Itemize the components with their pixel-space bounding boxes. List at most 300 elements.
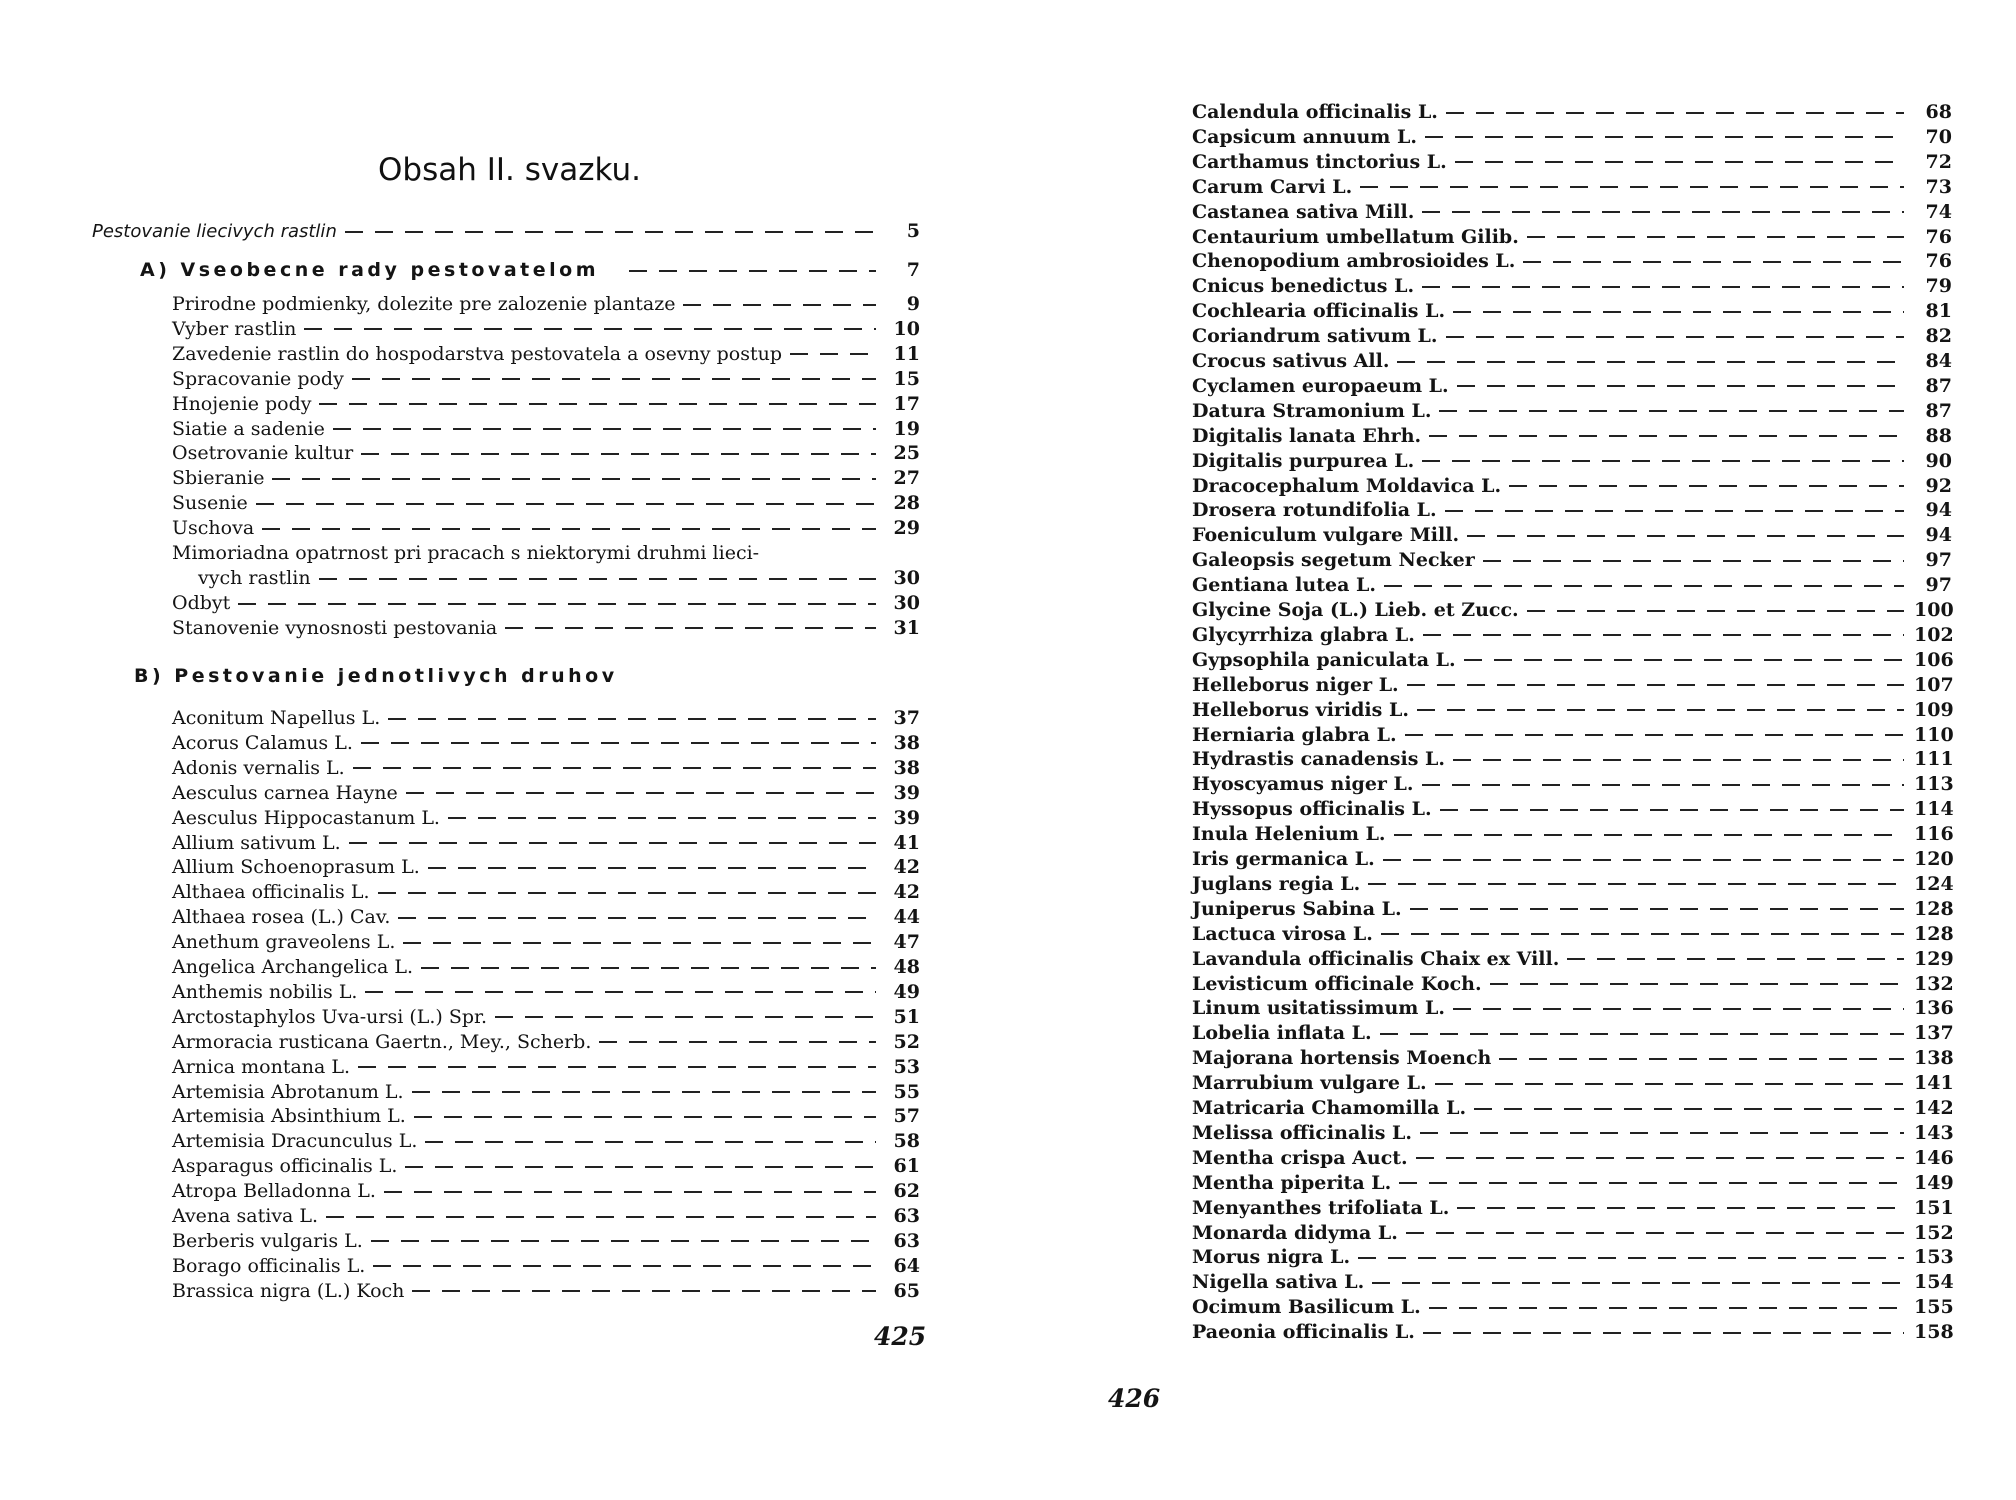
leader-dashes (1422, 460, 1904, 462)
toc-entry-label: Datura Stramonium L. (1192, 399, 1432, 422)
toc-entry (1192, 797, 1952, 822)
toc-entry (172, 317, 920, 342)
toc-entry-label: Majorana hortensis Moench (1192, 1047, 1492, 1070)
toc-entry-page: 41 (893, 831, 920, 854)
leader-dashes (1383, 859, 1904, 861)
toc-entry-label: Paeonia officinalis L. (1192, 1321, 1415, 1344)
toc-entry-page: 116 (1914, 823, 1954, 846)
toc-entry-label: Levisticum officinale Koch. (1192, 972, 1482, 995)
leader-dashes (495, 1016, 876, 1018)
toc-entry-label: Brassica nigra (L.) Koch (172, 1279, 405, 1302)
toc-entry-page: 128 (1914, 922, 1954, 945)
toc-entry-page: 97 (1925, 574, 1952, 597)
toc-entry-label: Odbyt (172, 592, 231, 614)
toc-entry (172, 1129, 920, 1154)
toc-entry-label: Coriandrum sativum L. (1192, 325, 1438, 348)
toc-entry-label: Pestovanie liecivych rastlin (92, 221, 337, 242)
toc-entry-page: 114 (1914, 798, 1954, 821)
toc-entry-page: 17 (893, 392, 920, 415)
toc-entry-label: Borago officinalis L. (172, 1254, 366, 1277)
leader-dashes (371, 1240, 876, 1242)
leader-dashes (1423, 634, 1904, 636)
toc-entry (1192, 523, 1952, 548)
toc-entry (1192, 175, 1952, 200)
toc-entry-label: Monarda didyma L. (1192, 1221, 1398, 1244)
leader-dashes (256, 503, 876, 505)
leader-dashes (1467, 535, 1904, 537)
toc-entry-page: 76 (1925, 225, 1952, 248)
toc-entry-page: 87 (1925, 374, 1952, 397)
toc-entry-page: 141 (1914, 1072, 1954, 1095)
toc-entry (1192, 399, 1952, 424)
toc-entry-label: Centaurium umbellatum Gilib. (1192, 225, 1519, 248)
toc-entry-page: 142 (1914, 1097, 1954, 1119)
toc-entry-page: 70 (1925, 125, 1952, 148)
leader-dashes (1423, 1332, 1904, 1334)
toc-entry-page: 100 (1914, 599, 1954, 621)
toc-entry (1192, 996, 1952, 1021)
toc-entry (172, 831, 920, 856)
toc-entry (172, 781, 920, 806)
toc-entry-label: Berberis vulgaris L. (172, 1229, 363, 1252)
leader-dashes (333, 428, 876, 430)
leader-dashes (1435, 1083, 1904, 1085)
leader-dashes (1445, 510, 1904, 512)
leader-dashes (345, 231, 876, 233)
toc-entry (1192, 698, 1952, 723)
toc-entry-label: Juniperus Sabina L. (1192, 897, 1402, 920)
section-a-page: 7 (906, 259, 920, 281)
toc-entry (172, 980, 920, 1005)
toc-entry-label: Arnica montana L. (172, 1055, 351, 1078)
toc-entry-label: Allium Schoenoprasum L. (172, 856, 420, 879)
toc-entry (1192, 1071, 1952, 1096)
toc-entry-page: 94 (1925, 524, 1952, 547)
toc-entry (172, 905, 920, 930)
leader-dashes (361, 453, 876, 455)
toc-entry (1192, 1171, 1952, 1196)
toc-entry-label: Dracocephalum Moldavica L. (1192, 474, 1502, 497)
toc-entry-page: 29 (893, 517, 920, 540)
toc-entry-label: Helleborus viridis L. (1192, 698, 1409, 721)
toc-entry-page: 111 (1914, 748, 1954, 771)
toc-entry (1192, 872, 1952, 897)
toc-entry (1192, 1146, 1952, 1171)
leader-dashes (1527, 236, 1904, 238)
toc-entry (1192, 274, 1952, 299)
leader-dashes (238, 603, 876, 605)
toc-entry-label: Carum Carvi L. (1192, 175, 1353, 198)
toc-entry-page: 107 (1914, 673, 1954, 696)
toc-entry (172, 292, 920, 317)
toc-entry-page: 154 (1914, 1271, 1954, 1294)
toc-entry-page: 10 (893, 317, 920, 340)
leader-dashes (1446, 336, 1904, 338)
toc-entry-page: 61 (893, 1155, 920, 1178)
toc-entry-page: 64 (893, 1254, 920, 1277)
toc-entry-label: Aesculus Hippocastanum L. (172, 806, 440, 829)
toc-entry-label: Glycyrrhiza glabra L. (1192, 623, 1415, 646)
leader-dashes (1439, 410, 1904, 412)
toc-entry-label: Avena sativa L. (172, 1205, 319, 1227)
leader-dashes (1422, 286, 1904, 288)
section-b-label: B) Pestovanie jednotlivych druhov (134, 665, 618, 687)
toc-entry (1192, 747, 1952, 772)
toc-entry-label: Matricaria Chamomilla L. (1192, 1097, 1467, 1119)
page-title: Obsah II. svazku. (378, 152, 641, 188)
toc-entry-page: 73 (1925, 175, 1952, 198)
toc-entry-page: 52 (893, 1030, 920, 1053)
leader-dashes (1422, 784, 1904, 786)
leader-dashes (319, 578, 876, 580)
toc-entry-page: 136 (1914, 997, 1954, 1020)
toc-entry-page: 9 (906, 293, 920, 315)
toc-entry (1192, 972, 1952, 997)
leader-dashes (1464, 659, 1904, 661)
toc-entry-label: Armoracia rusticana Gaertn., Mey., Scherb. (172, 1030, 592, 1053)
toc-entry-label: Lactuca virosa L. (1192, 922, 1373, 945)
toc-entry (1192, 1196, 1952, 1221)
toc-entry (1192, 648, 1952, 673)
leader-dashes (1407, 684, 1904, 686)
toc-entry-label: Atropa Belladonna L. (172, 1180, 376, 1203)
toc-entry (1192, 897, 1952, 922)
leader-dashes (403, 942, 876, 944)
toc-entry-label: Marrubium vulgare L. (1192, 1072, 1427, 1095)
toc-entry (1192, 947, 1952, 972)
toc-entry-label: Glycine Soja (L.) Lieb. et Zucc. (1192, 599, 1519, 621)
toc-entry-page: 15 (893, 367, 920, 390)
toc-entry (1192, 623, 1952, 648)
leader-dashes (1380, 1033, 1904, 1035)
leader-dashes (1457, 1207, 1904, 1209)
toc-entry-page: 120 (1914, 848, 1954, 870)
toc-entry-page: 31 (893, 616, 920, 639)
leader-dashes (1509, 485, 1904, 487)
toc-entry (1192, 374, 1952, 399)
toc-entry-page: 68 (1925, 101, 1952, 123)
toc-entry (172, 1005, 920, 1030)
toc-entry (172, 1154, 920, 1179)
toc-entry-page: 25 (893, 442, 920, 465)
toc-entry (172, 466, 920, 491)
toc-entry (1192, 1245, 1952, 1270)
toc-entry-label: Digitalis purpurea L. (1192, 449, 1415, 472)
leader-dashes (1425, 136, 1904, 138)
leader-dashes (349, 842, 876, 844)
toc-entry-page: 113 (1914, 773, 1954, 796)
toc-entry-label: Acorus Calamus L. (172, 731, 353, 754)
toc-entry (172, 880, 920, 905)
toc-entry-page: 44 (893, 906, 920, 929)
toc-entry-label: Morus nigra L. (1192, 1246, 1351, 1269)
toc-entry-page: 138 (1914, 1047, 1954, 1070)
toc-entry (172, 417, 920, 442)
toc-entry-page: 132 (1914, 972, 1954, 995)
toc-entry-label: Inula Helenium L. (1192, 823, 1386, 846)
toc-entry (172, 591, 920, 616)
toc-entry (1192, 1121, 1952, 1146)
leader-dashes (1453, 1008, 1904, 1010)
toc-entry (172, 616, 920, 641)
toc-entry (1192, 1270, 1952, 1295)
toc-entry-label: Hyoscyamus niger L. (1192, 773, 1414, 796)
toc-entry-page: 76 (1925, 250, 1952, 273)
leader-dashes (629, 270, 876, 272)
toc-entry-label: Hydrastis canadensis L. (1192, 748, 1445, 771)
leader-dashes (1384, 585, 1904, 587)
toc-entry-label: Ocimum Basilicum L. (1192, 1296, 1421, 1319)
leader-dashes (405, 1166, 876, 1168)
leader-dashes (304, 328, 876, 330)
toc-entry (1192, 772, 1952, 797)
toc-entry (172, 955, 920, 980)
toc-entry-label: Galeopsis segetum Necker (1192, 549, 1475, 572)
leader-dashes (1405, 734, 1904, 736)
toc-entry (1192, 723, 1952, 748)
leader-dashes (683, 304, 876, 306)
toc-entry-page: 63 (893, 1205, 920, 1227)
leader-dashes (1453, 311, 1904, 313)
leader-dashes (326, 1216, 876, 1218)
toc-entry (1192, 1046, 1952, 1071)
leader-dashes (384, 1191, 876, 1193)
toc-entry (1192, 498, 1952, 523)
toc-entry-page: 84 (1925, 350, 1952, 372)
leader-dashes (790, 353, 876, 355)
toc-entry-intro (92, 219, 920, 244)
leader-dashes (1406, 1232, 1904, 1234)
toc-entry (1192, 474, 1952, 499)
toc-entry (1192, 1320, 1952, 1345)
toc-entry-label: Hnojenie pody (172, 392, 312, 415)
toc-entry-page: 30 (893, 592, 920, 614)
toc-entry-label: Althaea officinalis L. (172, 881, 370, 904)
toc-entry (1192, 225, 1952, 250)
leader-dashes (378, 892, 876, 894)
toc-entry (172, 1279, 920, 1304)
toc-entry-page: 158 (1914, 1321, 1954, 1344)
leader-dashes (352, 378, 876, 380)
leader-dashes (272, 478, 876, 480)
toc-entry-label: Lavandula officinalis Chaix ex Vill. (1192, 947, 1560, 970)
right-page (1008, 0, 2016, 1500)
toc-entry-label: Zavedenie rastlin do hospodarstva pestovatela a osevny postup (172, 342, 783, 365)
toc-entry-page: 146 (1914, 1146, 1954, 1169)
leader-dashes (1381, 933, 1904, 935)
toc-entry-page: 53 (893, 1055, 920, 1078)
toc-entry-label: Linum usitatissimum L. (1192, 997, 1445, 1020)
toc-entry (1192, 249, 1952, 274)
toc-entry-label: Artemisia Dracunculus L. (172, 1130, 418, 1153)
toc-entry-page: 55 (893, 1080, 920, 1103)
toc-entry-label: Drosera rotundifolia L. (1192, 499, 1437, 522)
toc-entry (172, 1104, 920, 1129)
leader-dashes (406, 792, 876, 794)
toc-entry-page: 143 (1914, 1121, 1954, 1144)
toc-entry-label: Chenopodium ambrosioides L. (1192, 250, 1516, 273)
leader-dashes (505, 627, 876, 629)
toc-entry-label: Melissa officinalis L. (1192, 1121, 1412, 1144)
toc-entry (172, 491, 920, 516)
toc-entry (172, 392, 920, 417)
toc-entry (172, 1254, 920, 1279)
toc-entry (172, 930, 920, 955)
toc-entry-label: Prirodne podmienky, dolezite pre zalozenie plantaze (172, 293, 676, 315)
toc-entry-page: 155 (1914, 1296, 1954, 1319)
toc-entry-label: Helleborus niger L. (1192, 673, 1399, 696)
toc-entry-page: 128 (1914, 897, 1954, 920)
toc-entry (172, 342, 920, 367)
toc-entry (1192, 1221, 1952, 1246)
toc-entry-page: 137 (1914, 1022, 1954, 1045)
leader-dashes (1453, 759, 1904, 761)
toc-entry-page: 149 (1914, 1171, 1954, 1194)
toc-entry-label: Carthamus tinctorius L. (1192, 150, 1447, 173)
toc-entry-label: Mimoriadna opatrnost pri pracach s niektorymi druhmi lieci- (172, 542, 760, 564)
toc-entry-label: Anthemis nobilis L. (172, 980, 358, 1003)
toc-entry-label: Osetrovanie kultur (172, 442, 354, 465)
toc-entry (1192, 822, 1952, 847)
toc-entry-page: 97 (1925, 549, 1952, 572)
toc-entry-label: Mentha crispa Auct. (1192, 1146, 1408, 1169)
leader-dashes (1372, 1282, 1904, 1284)
section-b-heading (134, 664, 920, 689)
leader-dashes (1490, 983, 1904, 985)
toc-entry-page: 47 (893, 931, 920, 954)
toc-entry-label: Stanovenie vynosnosti pestovania (172, 616, 498, 639)
toc-entry-label: Anethum graveolens L. (172, 931, 396, 954)
leader-dashes (1440, 809, 1904, 811)
toc-entry-page: 38 (893, 756, 920, 779)
toc-entry-page: 152 (1914, 1221, 1954, 1244)
toc-entry (172, 1229, 920, 1254)
toc-entry-label: Mentha piperita L. (1192, 1171, 1392, 1194)
leader-dashes (1429, 1307, 1904, 1309)
toc-entry-label: Gypsophila paniculata L. (1192, 648, 1456, 671)
toc-entry-mimoriadna (172, 541, 920, 566)
leader-dashes (353, 767, 876, 769)
toc-entry-page: 42 (893, 881, 920, 904)
toc-entry-page: 82 (1925, 325, 1952, 348)
toc-entry-page: 63 (893, 1229, 920, 1252)
toc-entry-label: Aesculus carnea Hayne (172, 781, 398, 804)
toc-entry-label: Arctostaphylos Uva-ursi (L.) Spr. (172, 1005, 488, 1028)
toc-entry (1192, 100, 1952, 125)
toc-entry-page: 30 (893, 567, 920, 589)
toc-entry-label: Althaea rosea (L.) Cav. (172, 906, 391, 929)
toc-entry (1192, 449, 1952, 474)
toc-entry (172, 1030, 920, 1055)
toc-entry (1192, 150, 1952, 175)
toc-entry-label: Juglans regia L. (1192, 872, 1361, 895)
toc-entry (1192, 1096, 1952, 1121)
toc-entry (172, 367, 920, 392)
toc-entry (172, 1179, 920, 1204)
toc-entry (172, 1080, 920, 1105)
toc-entry-page: 94 (1925, 499, 1952, 522)
leader-dashes (1527, 610, 1904, 612)
toc-entry-page: 5 (906, 220, 920, 242)
toc-entry-page: 57 (893, 1105, 920, 1128)
leader-dashes (1360, 186, 1904, 188)
toc-entry-page: 39 (893, 806, 920, 829)
leader-dashes (1410, 908, 1904, 910)
toc-entry-page: 42 (893, 856, 920, 879)
toc-entry-page: 37 (893, 707, 920, 729)
toc-entry-label: Vyber rastlin (172, 317, 297, 340)
leader-dashes (1483, 560, 1904, 562)
toc-entry (1192, 125, 1952, 150)
leader-dashes (1358, 1257, 1904, 1259)
page-number-left: 425 (874, 1322, 927, 1351)
toc-entry-label: Castanea sativa Mill. (1192, 200, 1415, 223)
page-number-right: 426 (1108, 1384, 1161, 1413)
toc-entry (1192, 349, 1952, 374)
leader-dashes (1416, 1157, 1904, 1159)
toc-entry-page: 153 (1914, 1246, 1954, 1269)
leader-dashes (1567, 958, 1904, 960)
leader-dashes (448, 817, 876, 819)
toc-entry-label: Allium sativum L. (172, 831, 341, 854)
toc-entry-label: Gentiana lutea L. (1192, 574, 1376, 597)
toc-entry (172, 806, 920, 831)
toc-entry-page: 92 (1925, 474, 1952, 497)
leader-dashes (414, 1116, 876, 1118)
toc-entry-page: 28 (893, 492, 920, 515)
leader-dashes (262, 528, 876, 530)
toc-entry-page: 74 (1925, 200, 1952, 223)
toc-entry-page: 87 (1925, 399, 1952, 422)
toc-entry-label: Aconitum Napellus L. (172, 707, 381, 729)
leader-dashes (1420, 1132, 1904, 1134)
toc-entry-label: Calendula officinalis L. (1192, 101, 1438, 123)
leader-dashes (319, 403, 876, 405)
toc-entry-page: 102 (1914, 623, 1954, 646)
toc-entry-label: Capsicum annuum L. (1192, 125, 1417, 148)
leader-dashes (421, 967, 876, 969)
toc-entry-page: 58 (893, 1130, 920, 1153)
toc-entry (172, 1204, 920, 1229)
toc-entry (1192, 598, 1952, 623)
leader-dashes (425, 1141, 876, 1143)
toc-entry-page: 81 (1925, 300, 1952, 323)
toc-entry-label: Siatie a sadenie (172, 417, 325, 440)
leader-dashes (373, 1265, 876, 1267)
toc-entry-page: 79 (1925, 275, 1952, 298)
toc-entry-label: Adonis vernalis L. (172, 756, 345, 779)
toc-entry (1192, 673, 1952, 698)
toc-entry (172, 516, 920, 541)
toc-entry-page: 27 (893, 467, 920, 490)
toc-entry-label: vych rastlin (198, 567, 311, 589)
leader-dashes (1417, 709, 1904, 711)
leader-dashes (1368, 883, 1904, 885)
leader-dashes (365, 991, 876, 993)
toc-entry-label: Cnicus benedictus L. (1192, 275, 1415, 298)
toc-entry (172, 1055, 920, 1080)
leader-dashes (1457, 385, 1904, 387)
toc-entry-page: 110 (1914, 723, 1954, 746)
toc-entry-label: Crocus sativus All. (1192, 350, 1390, 372)
toc-entry-page: 151 (1914, 1196, 1954, 1219)
toc-entry (1192, 573, 1952, 598)
leader-dashes (398, 917, 876, 919)
toc-entry-label: Cyclamen europaeum L. (1192, 374, 1449, 397)
toc-entry-page: 72 (1925, 150, 1952, 173)
toc-entry-label: Digitalis lanata Ehrh. (1192, 424, 1422, 447)
leader-dashes (599, 1041, 876, 1043)
